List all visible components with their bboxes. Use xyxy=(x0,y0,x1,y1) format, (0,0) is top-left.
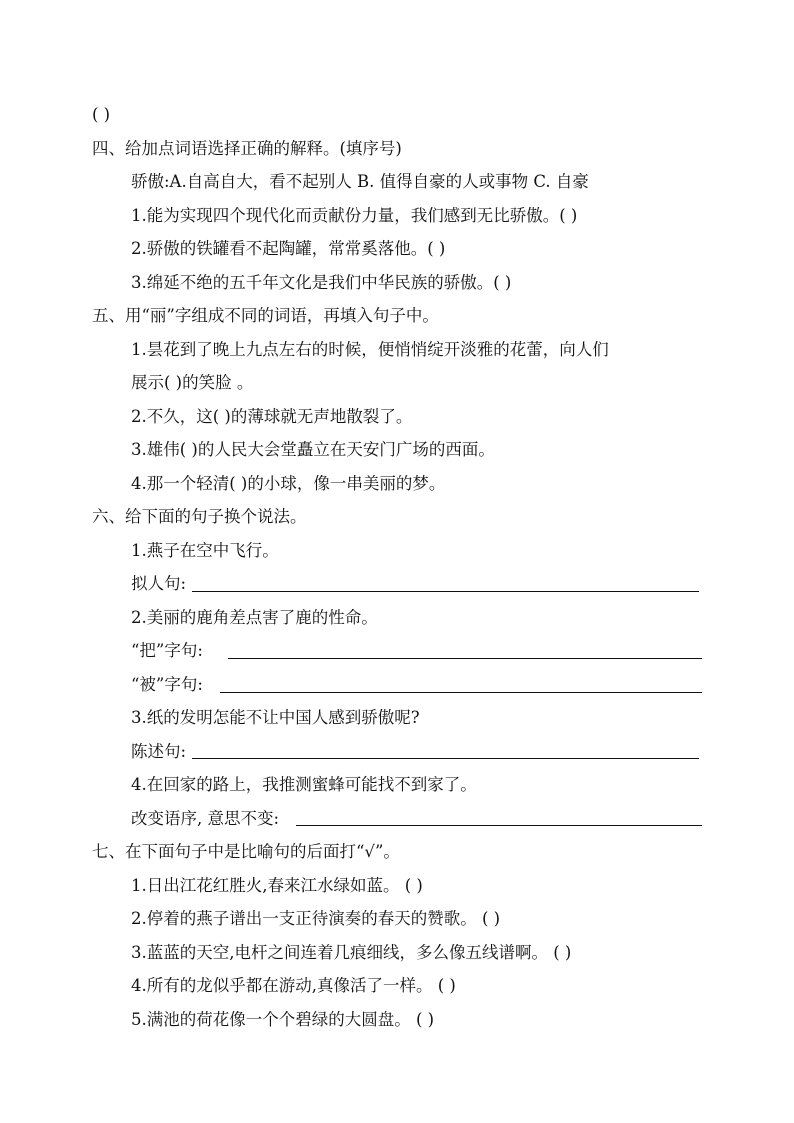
answer-line-ba-sentence[interactable] xyxy=(228,658,702,659)
question-7-5: 5.满池的荷花像一个个碧绿的大圆盘。 ( ) xyxy=(131,1010,435,1029)
answer-line-reorder[interactable] xyxy=(296,825,702,826)
label-declarative: 陈述句: xyxy=(131,742,187,761)
question-5-3: 3.雄伟( )的人民大会堂矗立在天安门广场的西面。 xyxy=(131,440,495,459)
answer-line-personification[interactable] xyxy=(192,591,699,592)
question-6-1: 1.燕子在空中飞行。 xyxy=(131,541,279,560)
section-4-heading: 四、给加点词语选择正确的解释。(填序号) xyxy=(92,139,402,158)
label-ba-sentence: “把”字句: xyxy=(131,641,203,660)
question-4-1: 1.能为实现四个现代化而贡献份力量，我们感到无比骄傲。( ) xyxy=(131,206,578,225)
question-5-2: 2.不久，这( )的薄球就无声地散裂了。 xyxy=(131,407,413,426)
question-7-2: 2.停着的燕子谱出一支正待演奏的春天的赞歌。 ( ) xyxy=(131,909,501,928)
question-6-3: 3.纸的发明怎能不让中国人感到骄傲呢? xyxy=(131,708,420,727)
question-5-1-cont: 展示( )的笑脸 。 xyxy=(131,373,254,392)
definition-options: 骄傲:A.自高自大，看不起别人 B. 值得自豪的人或事物 C. 自豪 xyxy=(131,172,589,191)
question-6-4: 4.在回家的路上，我推测蜜蜂可能找不到家了。 xyxy=(131,775,477,794)
section-7-heading: 七、在下面句子中是比喻句的后面打“√”。 xyxy=(92,842,400,861)
question-4-3: 3.绵延不绝的五千年文化是我们中华民族的骄傲。( ) xyxy=(131,273,512,292)
answer-line-declarative[interactable] xyxy=(192,758,699,759)
label-bei-sentence: “被”字句: xyxy=(131,675,203,694)
question-7-1: 1.日出江花红胜火,春来江水绿如蓝。 ( ) xyxy=(131,876,423,895)
section-5-heading: 五、用“丽”字组成不同的词语，再填入句子中。 xyxy=(92,306,439,325)
question-5-4: 4.那一个轻清( )的小球，像一串美丽的梦。 xyxy=(131,474,446,493)
label-personification: 拟人句: xyxy=(131,574,187,593)
question-5-1: 1.昙花到了晚上九点左右的时候，便悄悄绽开淡雅的花蕾，向人们 xyxy=(131,340,609,359)
question-4-2: 2.骄傲的铁罐看不起陶罐，常常奚落他。( ) xyxy=(131,239,446,258)
section-6-heading: 六、给下面的句子换个说法。 xyxy=(92,507,307,526)
answer-line-bei-sentence[interactable] xyxy=(220,692,702,693)
question-7-4: 4.所有的龙似乎都在游动,真像活了一样。 ( ) xyxy=(131,976,456,995)
question-7-3: 3.蓝蓝的天空,电杆之间连着几痕细线，多么像五线谱啊。 ( ) xyxy=(131,943,572,962)
label-reorder: 改变语序, 意思不变: xyxy=(131,809,280,828)
question-6-2: 2.美丽的鹿角差点害了鹿的性命。 xyxy=(131,608,378,627)
answer-blank-continued: ( ) xyxy=(92,105,111,124)
